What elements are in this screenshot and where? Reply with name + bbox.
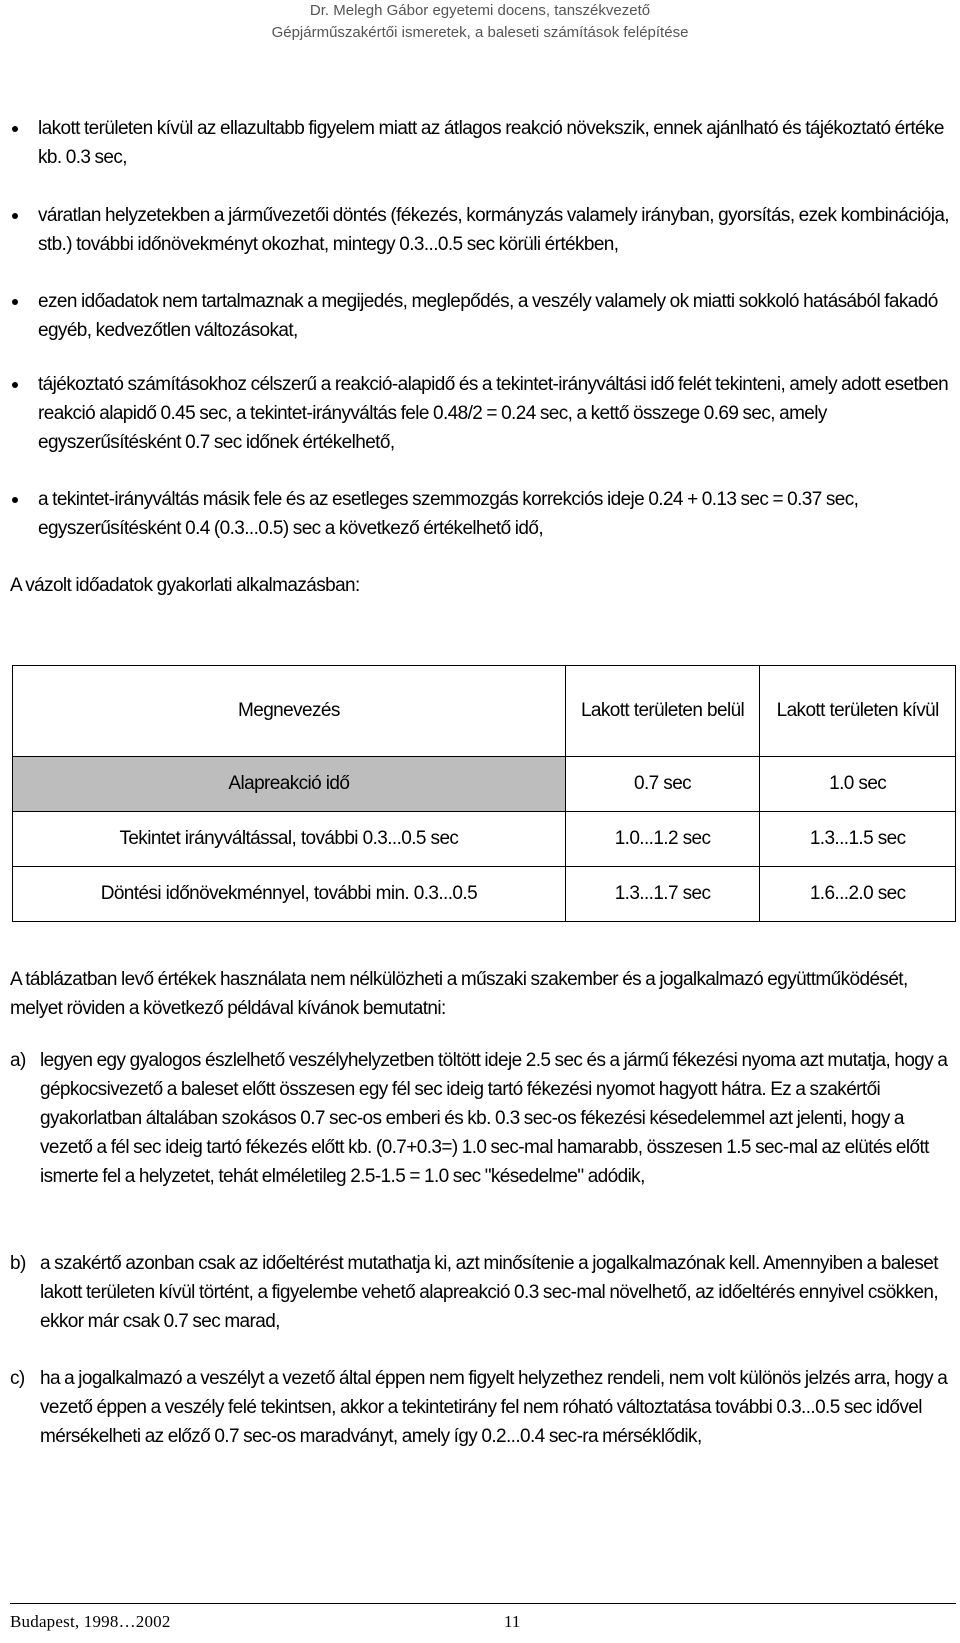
table-row bbox=[13, 757, 956, 812]
table-cell: Tekintet irányváltással, további 0.3...0.5 sec bbox=[13, 812, 566, 867]
item-label: a) bbox=[10, 1050, 26, 1071]
table-row bbox=[13, 867, 956, 922]
item-text: a szakértő azonban csak az időeltérést mutathatja ki, azt minősítenie a jogalkalmazónak kell. Amennyiben a baleset lakott területen kívül történt, a figyelembe vehető alapreakció 0.3 sec-mal növelhető, az időeltérés ennyivel csökken, ekkor már csak 0.7 sec marad, bbox=[40, 1253, 939, 1332]
item-label: b) bbox=[10, 1253, 26, 1274]
bullet-item: váratlan helyzetekben a járművezetői döntés (fékezés, kormányzás valamely irányban, gyorsítás, ezek kombinációja, stb.) további időnövekményt okozhat, mintegy 0.3...0.5 sec körüli értékben, bbox=[38, 201, 956, 259]
reaction-time-table bbox=[12, 665, 956, 922]
table-cell: 1.3...1.5 sec bbox=[760, 812, 956, 867]
table-row bbox=[13, 812, 956, 867]
table-cell: Alapreakció idő bbox=[13, 757, 566, 812]
footer-divider bbox=[10, 1603, 956, 1604]
table-cell: 0.7 sec bbox=[565, 757, 760, 812]
item-text: ha a jogalkalmazó a veszélyt a vezető által éppen nem figyelt helyzethez rendeli, nem volt különös jelzés arra, hogy a vezető éppen a veszély felé tekintsen, akkor a tekintetirány fel nem róható változtatása további 0.3...0.5 sec idővel mérsékelheti az előző 0.7 sec-os maradványt, amely így 0.2...0.4 sec-ra mérséklődik, bbox=[40, 1368, 948, 1447]
bullet-item: a tekintet-irányváltás másik fele és az esetleges szemmozgás korrekciós ideje 0.24 + 0.13 sec = 0.37 sec, egyszerűsítésként 0.4 (0.3...0.5) sec a következő értékelhető idő, bbox=[38, 485, 956, 543]
page-header bbox=[0, 0, 960, 44]
table-intro: A vázolt időadatok gyakorlati alkalmazásban: bbox=[10, 575, 360, 596]
table-cell: 1.0...1.2 sec bbox=[565, 812, 760, 867]
header-title: Gépjárműszakértői ismeretek, a baleseti számítások felépítése bbox=[271, 24, 689, 41]
item-label: c) bbox=[10, 1368, 25, 1389]
bullet-item: tájékoztató számításokhoz célszerű a reakció-alapidő és a tekintet-irányváltási idő felét tekinteni, amely adott esetben reakció alapidő 0.45 sec, a tekintet-irányváltás fele 0.48/2 = 0.24 sec, a kettő összege 0.69 sec, amely egyszerűsítésként 0.7 sec időnek értékelhető, bbox=[38, 370, 956, 457]
table-cell: Döntési időnövekménnyel, további min. 0.3...0.5 bbox=[13, 867, 566, 922]
table-cell: 1.0 sec bbox=[760, 757, 956, 812]
header-author: Dr. Melegh Gábor egyetemi docens, tanszékvezető bbox=[309, 2, 651, 19]
item-text: legyen egy gyalogos észlelhető veszélyhelyzetben töltött ideje 2.5 sec és a jármű fékezési nyoma azt mutatja, hogy a gépkocsivezető a baleset előtt összesen egy fél sec ideig tartó fékezési nyomot hagyott hátra. Ez a szakértői gyakorlatban általában szokásos 0.7 sec-os emberi és kb. 0.3 sec-os fékezési késedelemmel azt jelenti, hogy a vezető a fél sec ideig tartó fékezés előtt kb. (0.7+0.3=) 1.0 sec-mal hamarabb, összesen 1.5 sec-mal az elütés előtt ismerte fel a helyzetet, tehát elméletileg 2.5-1.5 = 1.0 sec "késedelme" adódik, bbox=[40, 1050, 948, 1187]
after-table-paragraph: A táblázatban levő értékek használata nem nélkülözheti a műszaki szakember és a jogalkalmazó együttműködését, melyet röviden a következő példával kívánok bemutatni: bbox=[10, 969, 908, 1019]
table-cell: 1.3...1.7 sec bbox=[565, 867, 760, 922]
table-header-row bbox=[13, 666, 956, 757]
header-cell: Lakott területen kívül bbox=[760, 666, 956, 757]
bullet-item: lakott területen kívül az ellazultabb figyelem miatt az átlagos reakció növekszik, ennek ajánlható és tájékoztató értéke kb. 0.3 sec, bbox=[38, 114, 956, 172]
page-number: 11 bbox=[504, 1612, 521, 1631]
header-cell: Megnevezés bbox=[13, 666, 566, 757]
table-cell: 1.6...2.0 sec bbox=[760, 867, 956, 922]
bullet-item: ezen időadatok nem tartalmaznak a megijedés, meglepődés, a veszély valamely ok miatti sokkoló hatásából fakadó egyéb, kedvezőtlen változásokat, bbox=[38, 287, 956, 345]
header-cell: Lakott területen belül bbox=[565, 666, 760, 757]
footer-place-date: Budapest, 1998…2002 bbox=[10, 1612, 171, 1631]
